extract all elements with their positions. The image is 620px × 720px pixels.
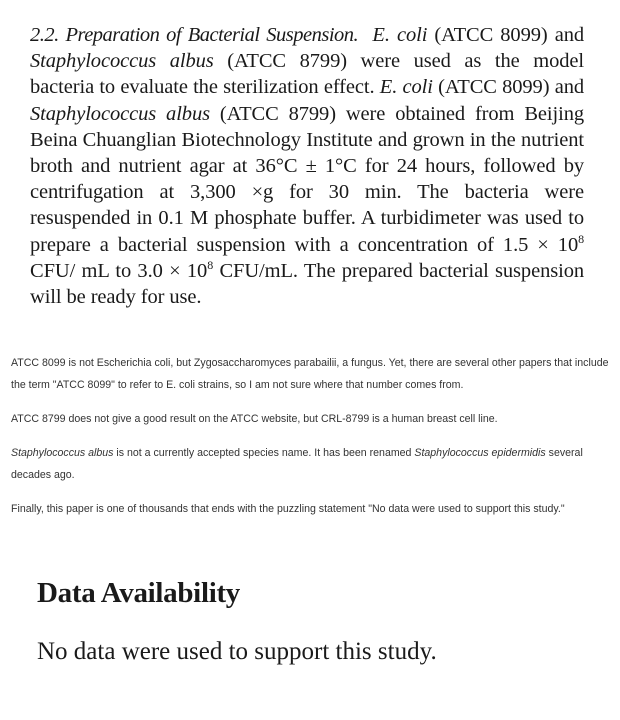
species-name: E. coli — [372, 24, 428, 46]
excerpt-text: (ATCC 8799) were obtained from Beijing Beina Chuanglian Biotechnology Institute and grown in the nutrient broth and nutrient agar at 36°C ± 1°C for 24 hours, followed by centrifugation at 3,300 ×g for 30 min. The bacteria were resuspended in 0.1 M phosphate buffer. A turbidimeter was used to prepare a bacterial suspension with a concentration of 1.5 × 10 — [30, 102, 584, 256]
paper-excerpt — [30, 22, 584, 310]
data-availability-text: No data were used to support this study. — [37, 638, 437, 665]
excerpt-text: (ATCC 8099) and — [427, 24, 585, 46]
comment-text: is not a currently accepted species name. It has been renamed — [113, 447, 415, 459]
exponent: 8 — [578, 231, 584, 246]
data-availability-heading: Data Availability — [37, 577, 241, 609]
excerpt-text: CFU/mL. The prepared bacterial suspension will be ready for use. — [30, 259, 584, 309]
comment-species-name — [11, 442, 611, 486]
species-name: E. coli — [379, 76, 433, 99]
section-heading: 2.2. Preparation of Bacterial Suspension. — [30, 24, 359, 46]
species-name: Staphylococcus albus — [11, 447, 114, 459]
comment-text: several decades ago. — [11, 447, 583, 481]
excerpt-text: (ATCC 8799) were used as the model bacteria to evaluate the sterilization effect. — [30, 50, 584, 99]
comment-atcc-8099: ATCC 8099 is not Escherichia coli, but Zygosaccharomyces parabailii, a fungus. Yet, there are several other papers that include the term "ATCC 8099" to refer to E. coli strains, so I am not sure where that number comes from. — [11, 357, 609, 391]
species-name: Staphylococcus albus — [30, 102, 210, 125]
species-name: Staphylococcus albus — [30, 50, 214, 73]
comment-data-statement: Finally, this paper is one of thousands that ends with the puzzling statement "No data were used to support this study." — [11, 503, 565, 515]
excerpt-text: CFU/ mL to 3.0 × 10 — [30, 259, 208, 282]
comment-atcc-8799: ATCC 8799 does not give a good result on the ATCC website, but CRL-8799 is a human breast cell line. — [11, 413, 498, 425]
commentary — [11, 352, 611, 532]
species-name: Staphylococcus epidermidis — [414, 447, 546, 459]
exponent: 8 — [207, 257, 214, 272]
excerpt-text: (ATCC 8099) and — [432, 76, 585, 99]
